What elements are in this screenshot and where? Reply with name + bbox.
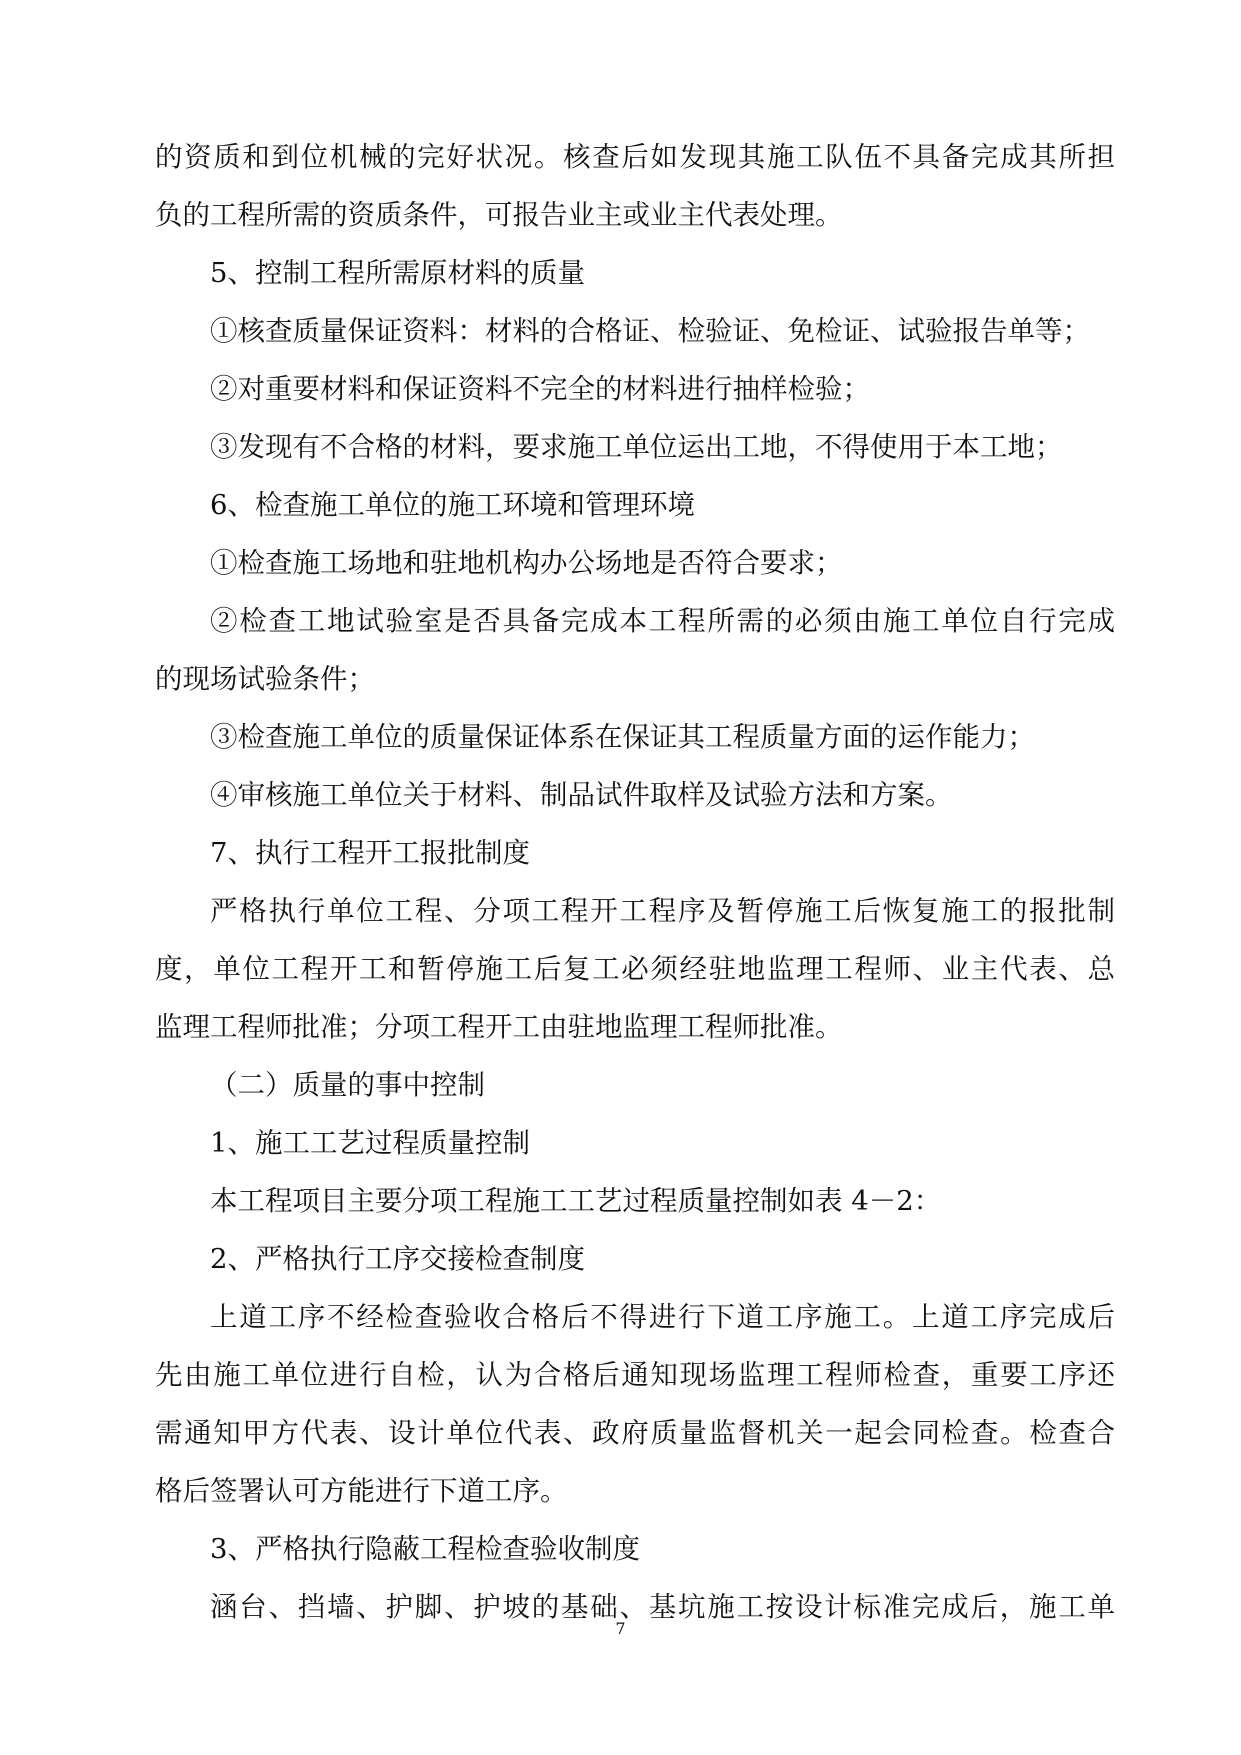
- section-heading: 6、检查施工单位的施工环境和管理环境: [210, 489, 695, 521]
- section-heading: 7、执行工程开工报批制度: [210, 837, 530, 869]
- paragraph-line: 严格执行单位工程、分项工程开工程序及暂停施工后恢复施工的报批制: [210, 895, 1115, 927]
- list-item: ③检查施工单位的质量保证体系在保证其工程质量方面的运作能力；: [210, 721, 1035, 753]
- paragraph-line: 本工程项目主要分项工程施工工艺过程质量控制如表 4－2：: [210, 1185, 942, 1217]
- list-item: ②对重要材料和保证资料不完全的材料进行抽样检验；: [210, 373, 870, 405]
- body-text: [155, 128, 1115, 1636]
- section-heading: 1、施工工艺过程质量控制: [210, 1127, 530, 1159]
- paragraph-line: 需通知甲方代表、设计单位代表、政府质量监督机关一起会同检查。检查合: [155, 1417, 1115, 1449]
- section-heading: 2、严格执行工序交接检查制度: [210, 1243, 585, 1275]
- paragraph-line: 上道工序不经检查验收合格后不得进行下道工序施工。上道工序完成后: [210, 1301, 1115, 1333]
- paragraph-line: 格后签署认可方能进行下道工序。: [155, 1475, 568, 1507]
- paragraph-line: 度，单位工程开工和暂停施工后复工必须经驻地监理工程师、业主代表、总: [155, 953, 1115, 985]
- text-line: 负的工程所需的资质条件，可报告业主或业主代表处理。: [155, 199, 843, 231]
- list-item: ①核查质量保证资料：材料的合格证、检验证、免检证、试验报告单等；: [210, 315, 1090, 347]
- section-heading: 3、严格执行隐蔽工程检查验收制度: [210, 1533, 640, 1565]
- section-heading: 5、控制工程所需原材料的质量: [210, 257, 585, 289]
- list-item: ②检查工地试验室是否具备完成本工程所需的必须由施工单位自行完成: [210, 605, 1115, 637]
- list-item: ①检查施工场地和驻地机构办公场地是否符合要求；: [210, 547, 843, 579]
- paragraph-line: 监理工程师批准；分项工程开工由驻地监理工程师批准。: [155, 1011, 843, 1043]
- paragraph-line: 先由施工单位进行自检，认为合格后通知现场监理工程师检查，重要工序还: [155, 1359, 1115, 1391]
- list-item: ④审核施工单位关于材料、制品试件取样及试验方法和方案。: [210, 779, 953, 811]
- text-line: 的现场试验条件；: [155, 663, 375, 695]
- subsection-heading: （二）质量的事中控制: [210, 1069, 485, 1101]
- page-number: 7: [615, 1619, 626, 1638]
- list-item: ③发现有不合格的材料，要求施工单位运出工地，不得使用于本工地；: [210, 431, 1063, 463]
- paragraph-line: 涵台、挡墙、护脚、护坡的基础、基坑施工按设计标准完成后，施工单: [210, 1591, 1115, 1623]
- text-line: 的资质和到位机械的完好状况。核查后如发现其施工队伍不具备完成其所担: [155, 141, 1115, 173]
